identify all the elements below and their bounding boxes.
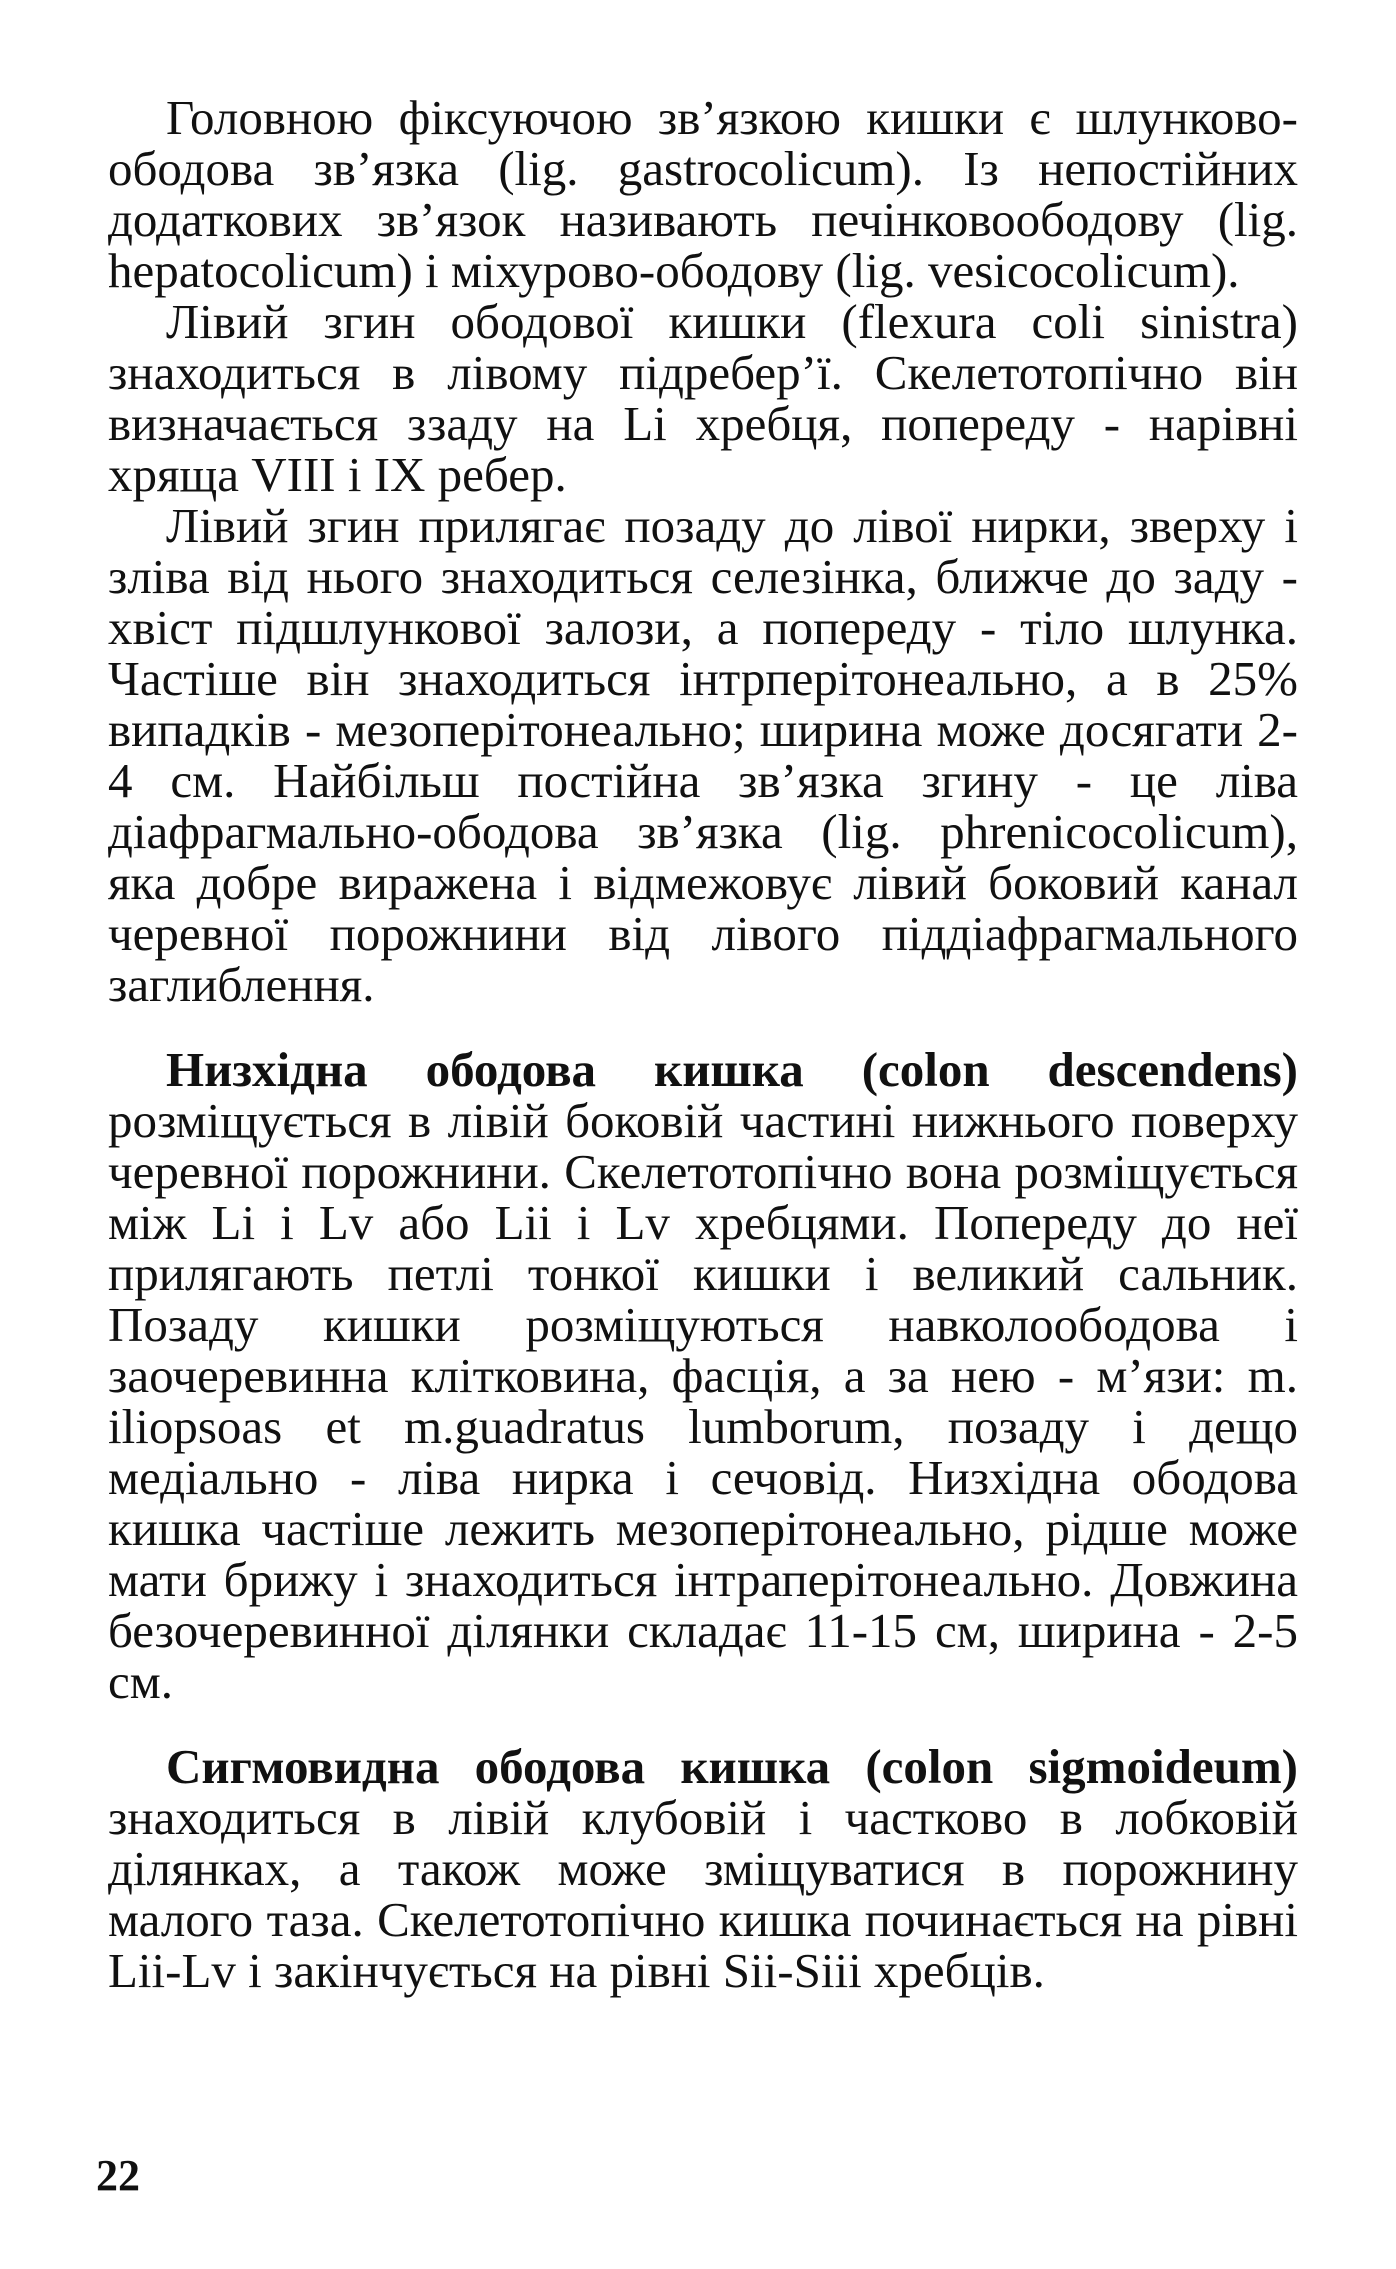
- page-body: [108, 92, 1298, 1996]
- page-number: 22: [96, 2151, 140, 2200]
- section-gap: [108, 1707, 1298, 1741]
- paragraph-left-flexure: Лівий згин ободової кишки (flexura coli sinistra) знаходиться в лівому підребер’ї. Скелетотопічно він визначається ззаду на Lі хребця, попереду - нарівні хряща VIII і IX ребер.: [108, 294, 1298, 502]
- section-heading-sigmoid: Сигмовидна ободова кишка (colon sigmoideum): [166, 1739, 1298, 1794]
- section-descending-colon: [108, 1044, 1298, 1707]
- section-text-sigmoid: знаходиться в лівій клубовій і частково в лобковій ділянках, а також може зміщуватися в порожнину малого таза. Скелетотопічно кишка починається на рівні Lіі-Lv і закінчується на рівні Sіі-Sііі хребців.: [108, 1790, 1298, 1998]
- paragraph-left-flexure-relations: Лівий згин прилягає позаду до лівої нирки, зверху і зліва від нього знаходиться селезінка, ближче до заду - хвіст підшлункової залози, а попереду - тіло шлунка. Частіше він знаходиться інтрперітонеально, а в 25% випадків - мезоперітонеально; ширина може досягати 2-4 см. Найбільш постійна зв’язка згину - це ліва діафрагмально-ободова зв’язка (lig. phrenicocolicum), яка добре виражена і відмежовує лівий боковий канал черевної порожнини від лівого піддіафрагмального заглиблення.: [108, 498, 1298, 1012]
- paragraph-fixing-ligament: Головною фіксуючою зв’язкою кишки є шлунково-ободова зв’язка (lig. gastrocolicum). Із непостійних додаткових зв’язок називають печінковоободову (lig. hepatocolicum) і міхурово-ободову (lig. vesicocolicum).: [108, 90, 1298, 298]
- section-sigmoid-colon: [108, 1741, 1298, 1996]
- section-text-descending: розміщується в лівій боковій частині нижнього поверху черевної порожнини. Скелетотопічно вона розміщується між Lі і Lv або Lіі і Lv хребцями. Попереду до неї прилягають петлі тонкої кишки і великий сальник. Позаду кишки розміщуються навколоободова і заочеревинна клітковина, фасція, а за нею - м’язи: m. iliopsoas et m.guadratus lumborum, позаду і дещо медіально - ліва нирка і сечовід. Низхідна ободова кишка частіше лежить мезоперітонеально, рідше може мати брижу і знаходиться інтраперітонеально. Довжина безочеревинної ділянки складає 11-15 см, ширина - 2-5 см.: [108, 1093, 1298, 1709]
- section-heading-descending: Низхідна ободова кишка (colon descendens): [166, 1042, 1298, 1097]
- section-gap: [108, 1010, 1298, 1044]
